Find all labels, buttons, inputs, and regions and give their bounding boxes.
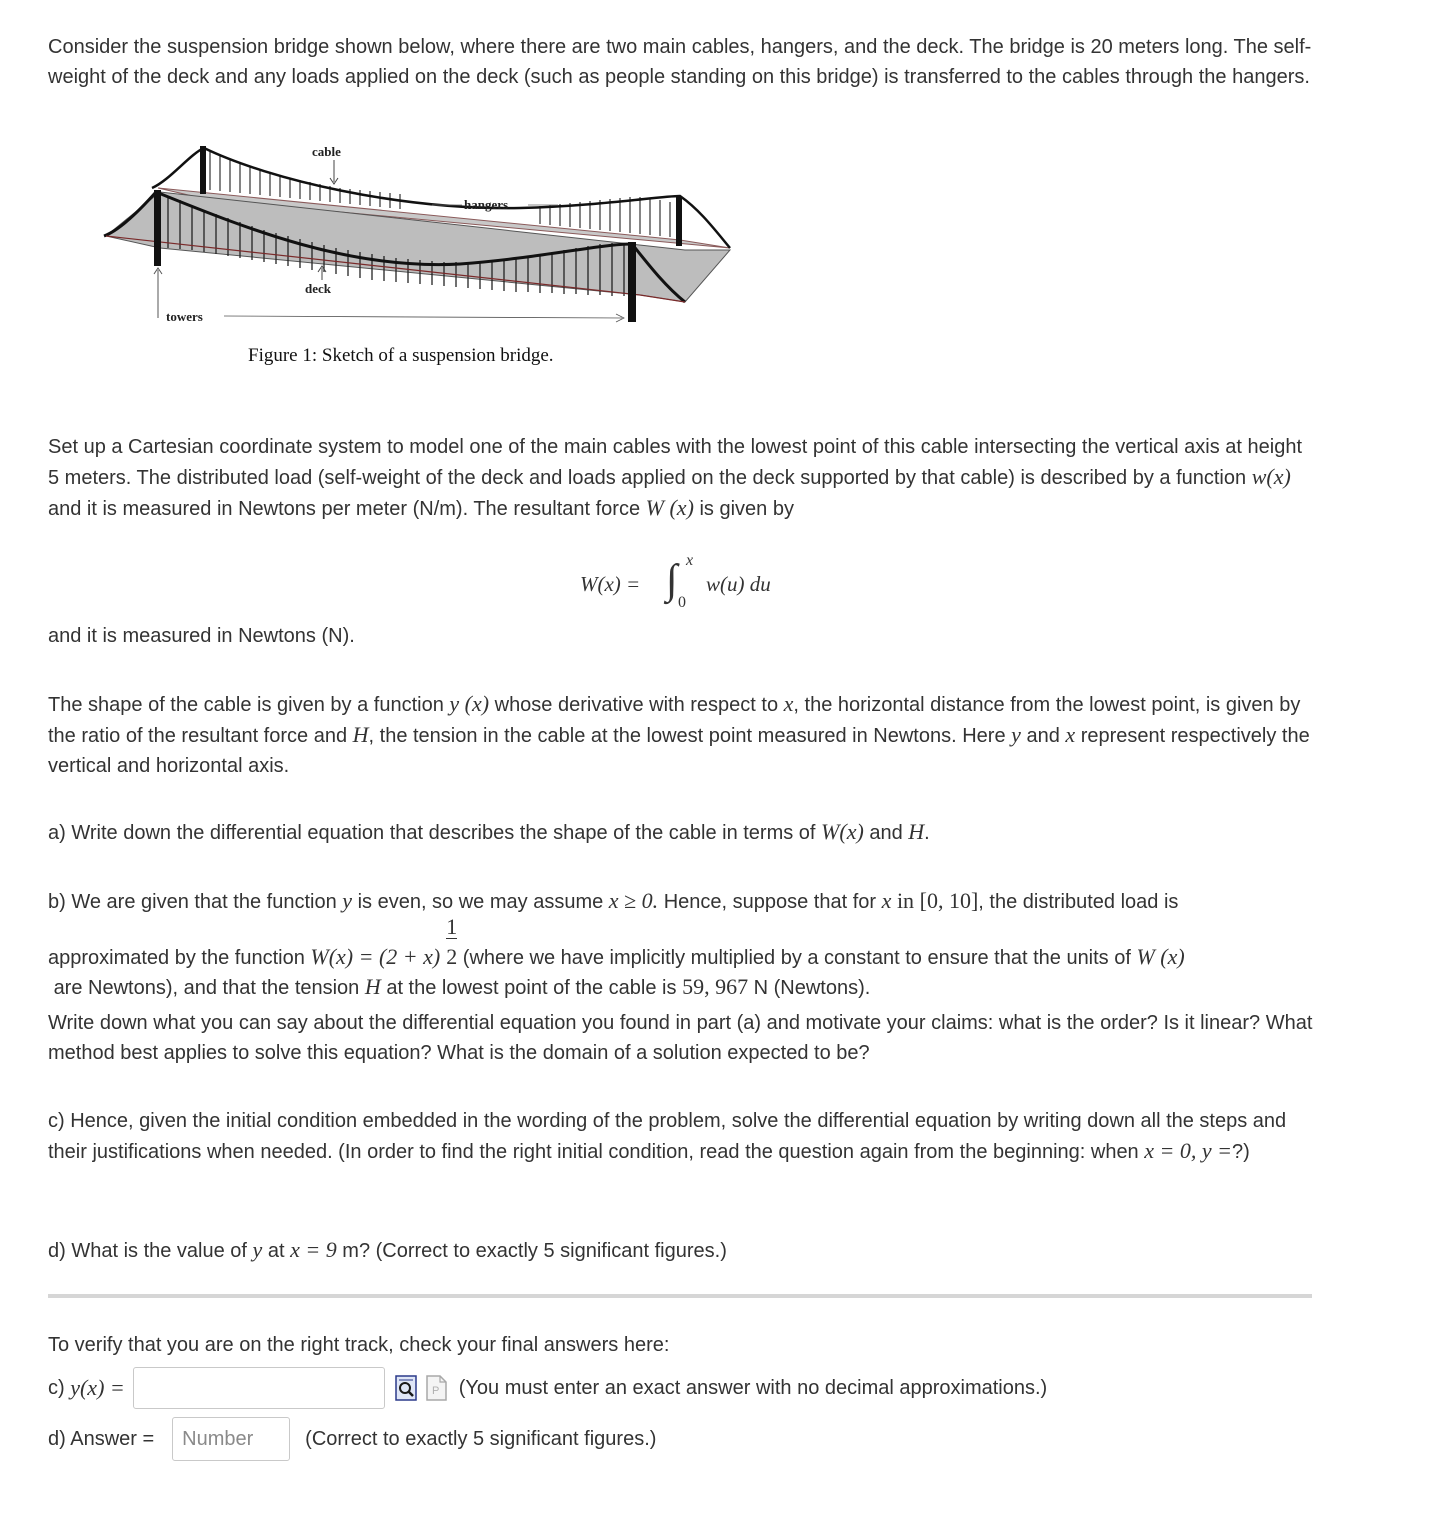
answer-d-row: [48, 1417, 656, 1461]
bridge-figure: [100, 140, 740, 340]
answer-d-input[interactable]: [172, 1417, 290, 1461]
answer-c-row: [48, 1367, 1047, 1409]
part-b-question: Write down what you can say about the differential equation you found in part (a) and motivate your claims: what is the order? Is it linear? What method best applies to solve this equation? What is the domain of a solution expected to be?: [48, 1012, 1313, 1064]
part-c: c) Hence, given the initial condition embedded in the wording of the problem, solve the differential equation by writing down all the steps and their justifications when needed. (In order to find the right initial condition, read the question again from the beginning: when x = 0, y =?): [48, 1110, 1287, 1163]
near-tower-right: [628, 242, 636, 322]
format-help-icon[interactable]: [425, 1375, 447, 1401]
part-d: d) What is the value of y at x = 9 m? (Correct to exactly 5 significant figures.): [48, 1237, 727, 1262]
label-towers: towers: [166, 309, 203, 324]
far-tower-left: [200, 146, 206, 194]
exponent-fraction: $\frac{1}{2}$: [446, 914, 458, 969]
part-b-line2: approximated by the function W(x) = (2 + x) $\frac{1}{2}$ (where we have implicitly multiplied by a constant to ensure that the units of W (x): [48, 942, 1318, 973]
figure-caption: Figure 1: Sketch of a suspension bridge.: [248, 345, 554, 366]
part-a: a) Write down the differential equation that describes the shape of the cable in terms of W(x) and H.: [48, 819, 930, 844]
label-deck: deck: [305, 281, 331, 296]
answer-c-input[interactable]: [133, 1367, 385, 1409]
after-integral-text: and it is measured in Newtons (N).: [48, 625, 355, 647]
answer-d-label: d) Answer =: [48, 1427, 155, 1450]
part-b-line3: are Newtons), and that the tension H at the lowest point of the cable is 59, 967 N (Newtons).: [53, 974, 871, 999]
part-b-line1: b) We are given that the function y is even, so we may assume x ≥ 0. Hence, suppose that for x in [0, 10], the distributed load is: [48, 888, 1179, 913]
setup-paragraph: Set up a Cartesian coordinate system to model one of the main cables with the lowest point of this cable intersecting the vertical axis at height 5 meters. The distributed load (self-weight of the deck and loads applied on the deck supported by that cable) is described by a function w(x) and it is measured in Newtons per meter (N/m). The resultant force W (x) is given by: [48, 436, 1303, 520]
answer-c-note: (You must enter an exact answer with no decimal approximations.): [458, 1376, 1048, 1399]
verify-intro: To verify that you are on the right track, check your final answers here:: [48, 1334, 670, 1356]
label-hangers: hangers: [464, 197, 509, 212]
bridge-illustration: [100, 140, 740, 340]
shape-paragraph: The shape of the cable is given by a function y (x) whose derivative with respect to x, the horizontal distance from the lowest point, is given by the ratio of the resultant force and H, the tension in the cable at the lowest point measured in Newtons. Here y and x represent respectively the vertical and horizontal axis.: [48, 691, 1310, 777]
answer-c-math: y(x) =: [70, 1375, 125, 1400]
label-cable: cable: [312, 144, 341, 159]
near-tower-left: [154, 190, 161, 266]
intro-paragraph: Consider the suspension bridge shown below, where there are two main cables, hangers, and the deck. The bridge is 20 meters long. The self-weight of the deck and any loads applied on the deck (such as people standing on this bridge) is transferred to the cables through the hangers.: [48, 36, 1312, 88]
answer-c-label: c): [48, 1376, 71, 1399]
svg-text:P: P: [431, 1385, 440, 1397]
answer-d-note: (Correct to exactly 5 significant figures.): [305, 1427, 657, 1450]
far-tower-right: [676, 196, 682, 246]
preview-icon[interactable]: [395, 1375, 417, 1401]
section-divider: [48, 1294, 1312, 1298]
